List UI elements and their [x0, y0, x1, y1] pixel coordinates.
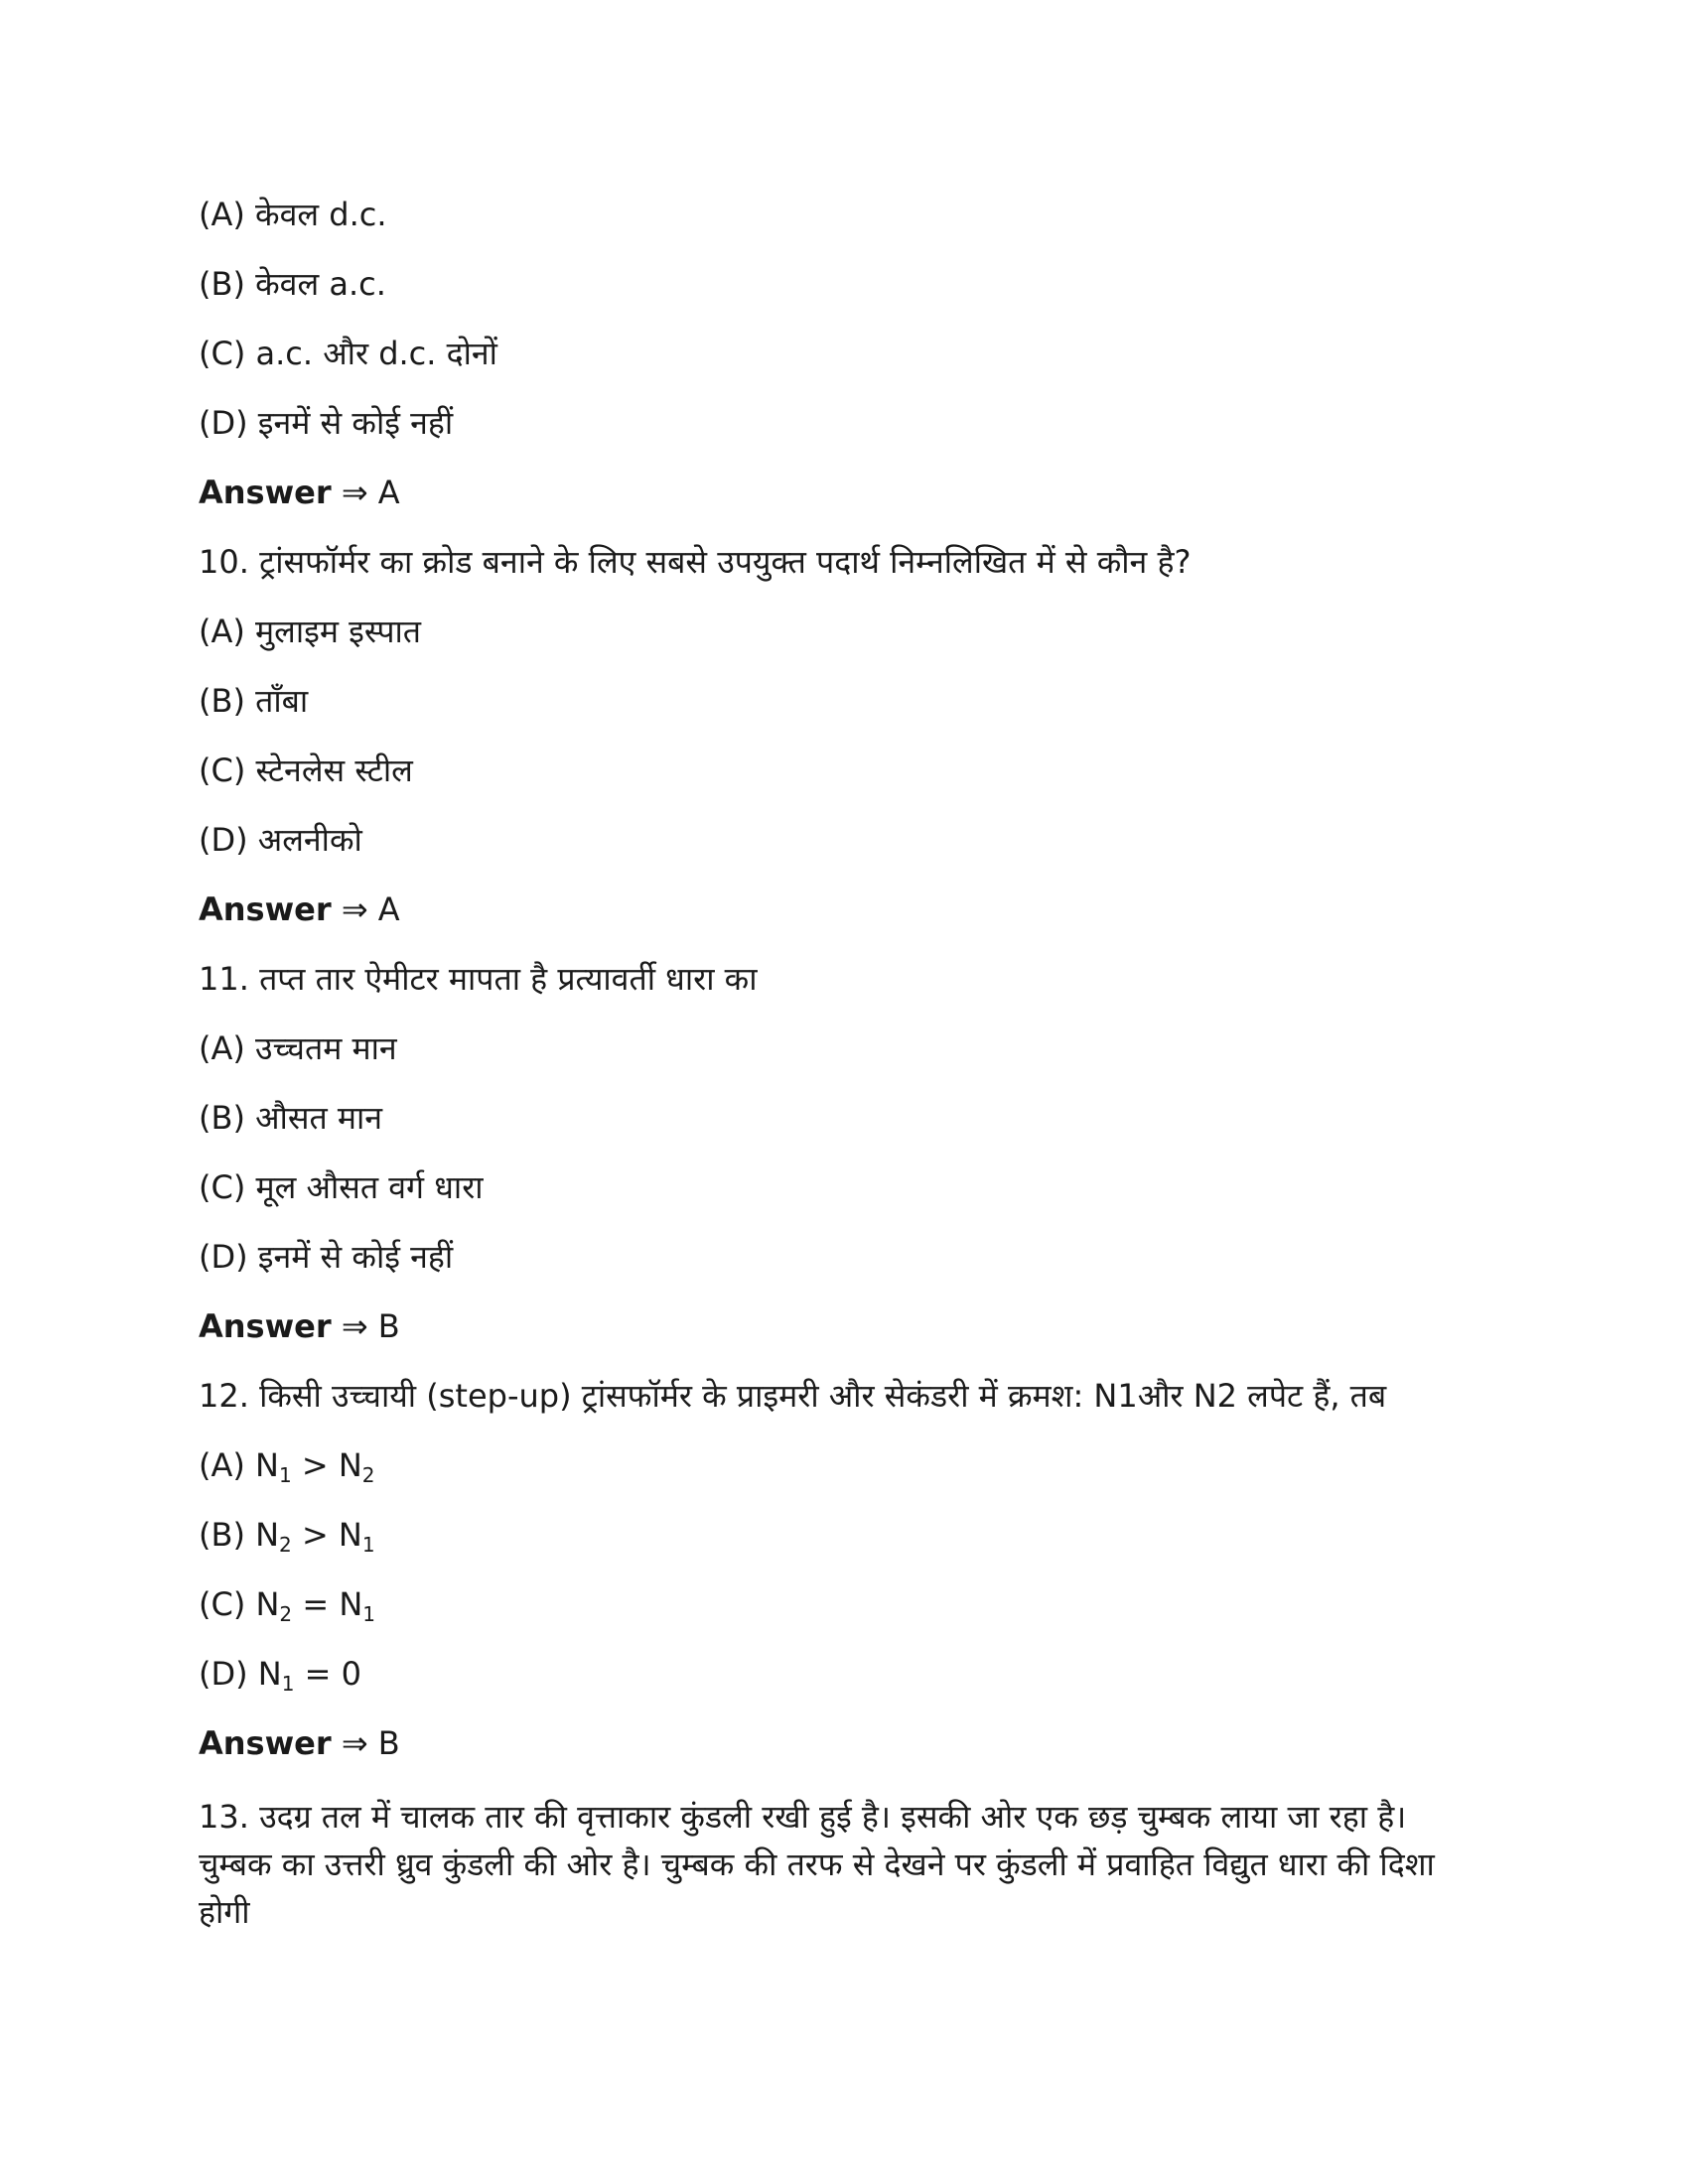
answer-label: Answer	[199, 474, 332, 511]
q11-option-a: (A) उच्चतम मान	[199, 1029, 397, 1067]
answer-value: A	[377, 474, 400, 511]
answer-value: B	[377, 1307, 400, 1345]
q11-answer	[199, 1306, 1489, 1346]
q12-option-c: (C) $N_2 = N_1$	[199, 1585, 375, 1626]
answer-arrow: ⇒	[341, 474, 368, 511]
q12-question: 12. किसी उच्चायी (step-up) ट्रांसफॉर्मर के प्राइमरी और सेकंडरी में क्रमश: N1और N2 लपेट हैं, तब	[199, 1377, 1387, 1415]
q12-option-a: (A) $N_1 > N_2$	[199, 1446, 375, 1487]
answer-value: A	[377, 890, 400, 928]
q11-option-d: (D) इनमें से कोई नहीं	[199, 1238, 454, 1276]
answer-label: Answer	[199, 890, 332, 928]
answer-arrow: ⇒	[341, 1724, 368, 1762]
q9-option-c: (C) a.c. और d.c. दोनों	[199, 335, 497, 372]
q9-option-b: (B) केवल a.c.	[199, 265, 386, 303]
q9-option-d: (D) इनमें से कोई नहीं	[199, 404, 454, 442]
document-page	[199, 195, 1489, 1936]
q9-answer	[199, 473, 1489, 512]
q10-option-a: (A) मुलाइम इस्पात	[199, 613, 422, 650]
answer-arrow: ⇒	[341, 1307, 368, 1345]
q10-answer	[199, 889, 1489, 929]
q10-option-b: (B) ताँबा	[199, 682, 309, 720]
answer-label: Answer	[199, 1307, 332, 1345]
q12-option-b: (B) $N_2 > N_1$	[199, 1516, 375, 1557]
q10-option-d: (D) अलनीको	[199, 821, 362, 859]
answer-arrow: ⇒	[341, 890, 368, 928]
q11-option-c: (C) मूल औसत वर्ग धारा	[199, 1168, 484, 1206]
q9-option-a: (A) केवल d.c.	[199, 196, 387, 233]
q12-option-d: (D) $N_1 = 0$	[199, 1655, 361, 1696]
answer-label: Answer	[199, 1724, 332, 1762]
answer-value: B	[377, 1724, 400, 1762]
q11-question: 11. तप्त तार ऐमीटर मापता है प्रत्यावर्ती धारा का	[199, 960, 758, 998]
q11-option-b: (B) औसत मान	[199, 1099, 383, 1137]
q10-question: 10. ट्रांसफॉर्मर का क्रोड बनाने के लिए सबसे उपयुक्त पदार्थ निम्नलिखित में से कौन है?	[199, 543, 1192, 581]
q12-answer	[199, 1723, 1489, 1763]
q10-option-c: (C) स्टेनलेस स्टील	[199, 751, 413, 789]
q13-question: 13. उदग्र तल में चालक तार की वृत्ताकार कुंडली रखी हुई है। इसकी ओर एक छड़ चुम्बक लाया जा रहा है। चुम्बक का उत्तरी ध्रुव कुंडली की ओर है। चुम्बक की तरफ से देखने पर कुंडली में प्रवाहित विद्युत धारा की दिशा होगी	[199, 1798, 1435, 1931]
